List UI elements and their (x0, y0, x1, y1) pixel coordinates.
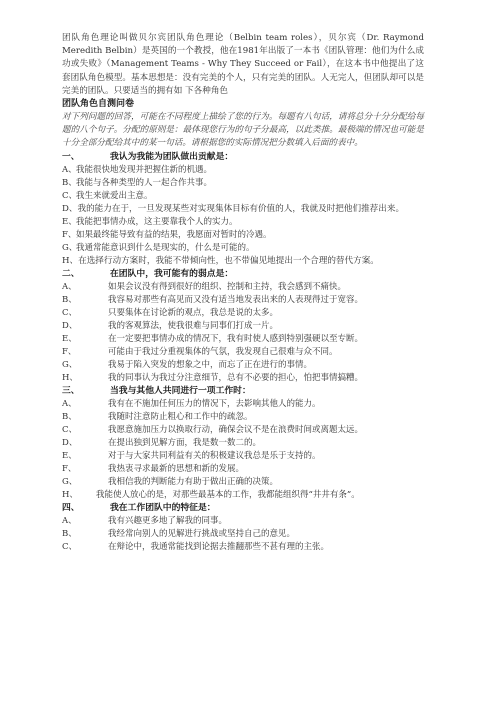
list-item: A、 如果会议没有得到很好的组织、控制和主持，我会感到不痛快。 (62, 282, 347, 293)
section-number: 四、 (62, 503, 80, 514)
list-item: F、 可能由于我过分重视集体的气氛，我发现自己很难与众不同。 (62, 347, 338, 358)
list-item: B、 我能与各种类型的人一起合作共事。 (62, 177, 213, 188)
list-item: B、 我经常向别人的见解进行挑战或坚持自己的意见。 (62, 529, 296, 540)
list-item: B、 我容易对那些有高见而又没有适当地发表出来的人表现得过于宽容。 (62, 295, 364, 306)
list-item: G、 我通常能意识到什么是现实的，什么是可能的。 (62, 242, 255, 253)
list-item: C、 我生来就爱出主意。 (62, 190, 153, 201)
quiz-title: 团队角色自测问卷 (62, 99, 135, 110)
list-item: G、 我相信我的判断能力有助于做出正确的决策。 (62, 477, 279, 488)
section-heading-3 (62, 385, 424, 398)
list-item: D、我的能力在于，一旦发现某些对实现集体目标有价值的人，我就及时把他们推荐出来。 (62, 203, 405, 214)
section-title: 当我与其他人共同进行一项工作时： (110, 386, 251, 397)
list-item: C、 在辩论中，我通常能找到论据去推翻那些不甚有理的主张。 (62, 542, 330, 553)
list-item: H、 我的同事认为我过分注意细节，总有不必要的担心，怕把事情搞糟。 (62, 373, 364, 384)
list-item: H、 我能使人放心的是，对那些最基本的工作，我都能组织得“井井有条”。 (62, 490, 360, 501)
section-heading-2 (62, 268, 424, 281)
section-title: 我认为我能为团队做出贡献是： (110, 151, 234, 162)
list-item: F、 我热衷寻求最新的思想和新的发展。 (62, 464, 245, 475)
section-title: 我在工作团队中的特征是： (110, 503, 216, 514)
list-item: C、 只要集体在讨论新的观点，我总是说的太多。 (62, 308, 279, 319)
list-item: E、 我能把事情办成，这主要靠我个人的实力。 (62, 216, 238, 227)
section-heading-1 (62, 151, 424, 164)
section-number: 三、 (62, 386, 80, 397)
list-item: D、 我的客观算法，使我很难与同事们打成一片。 (62, 321, 279, 332)
list-item: E、 在一定要把事情办成的情况下，我有时使人感到特别强硬以至专断。 (62, 334, 364, 345)
section-heading-4 (62, 502, 424, 515)
list-item: C、 我愿意施加压力以换取行动，确保会议不是在浪费时间或离题太远。 (62, 425, 364, 436)
section-number: 一、 (62, 151, 80, 162)
list-item: E、 对于与大家共同利益有关的积极建议我总是乐于支持的。 (62, 451, 321, 462)
list-item: B、 我随时注意防止粗心和工作中的疏忽。 (62, 412, 253, 423)
section-number: 二、 (62, 269, 80, 280)
section-title: 在团队中，我可能有的弱点是： (110, 269, 234, 280)
list-item: D、 在提出独到见解方面，我是数一数二的。 (62, 438, 262, 449)
list-item: F、 如果最终能导致有益的结果，我愿面对暂时的冷遇。 (62, 229, 272, 240)
list-item: A、 我有在不施加任何压力的情况下，去影响其他人的能力。 (62, 399, 321, 410)
list-item: H、在选择行动方案时，我能不带倾向性，也不带偏见地提出一个合理的替代方案。 (62, 255, 379, 266)
list-item: G、 我易于陷入突发的想象之中，而忘了正在进行的事情。 (62, 360, 313, 371)
list-item: A、 我有兴趣更多地了解我的同事。 (62, 516, 228, 527)
intro-paragraph: 团队角色理论叫做贝尔宾团队角色理论（Belbin team roles），贝尔宾（Dr. Raymond Meredith Belbin）是英国的一个教授，他在1981年出版了一本书《团队管理：他们为什么成功或失败》（Management Teams - Why They Succeed or Fail），在这本书中他提出了这套团队角色模型。基本思想是：没有完美的个人，只有完美的团队。人无完人，但团队却可以是完美的团队。只要适当的拥有如 下各种角色 (62, 33, 424, 96)
instructions-paragraph: 对下列问题的回答，可能在不同程度上描绘了您的行为。每题有八句话，请将总分十分分配给每题的八个句子。分配的原则是：最体现您行为的句子分最高，以此类推。最极端的情况也可能是十分全部分配给其中的某一句话。请根据您的实际情况把分数填入后面的表中。 (62, 112, 424, 149)
list-item: A、 我能很快地发现并把握住新的机遇。 (62, 164, 213, 175)
